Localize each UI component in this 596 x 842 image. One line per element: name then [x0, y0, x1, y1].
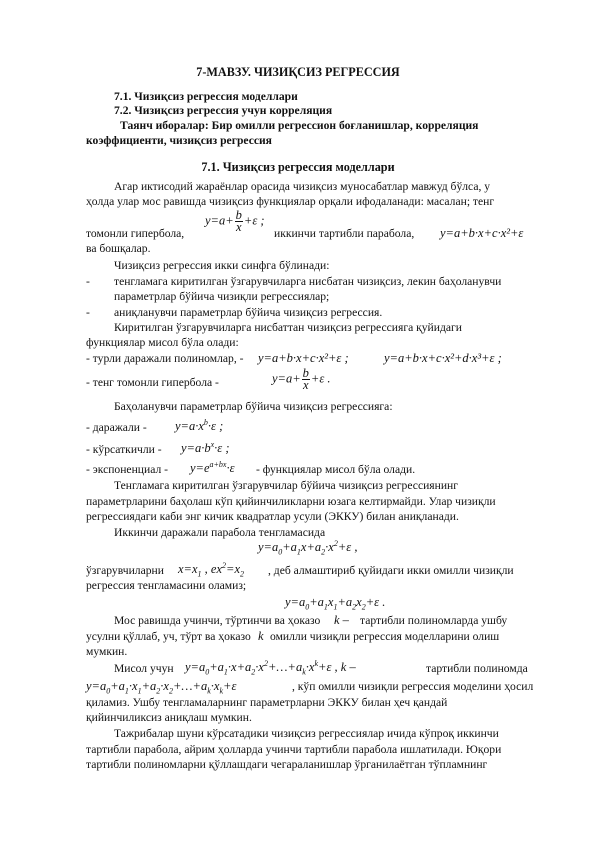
keywords-text: Таянч иборалар: Бир омилли регрессион боғланишлар, корреляция [120, 119, 479, 132]
paragraph-line: Баҳоланувчи параметрлар бўйича чизиқсиз регрессияга: [114, 400, 393, 413]
page-title: 7-МАВЗУ. ЧИЗИҚСИЗ РЕГРЕССИЯ [196, 65, 400, 79]
paragraph-line: , деб алмаштириб қуйидаги икки омилли чизиқли [268, 564, 514, 577]
paragraph-line: тартибли полиномда [426, 662, 528, 675]
formula-poly-k: $y=a_0+a_1\cdot x+a_2\cdot x^2+\dots+a_k\cdot x^k+\varepsilon$ , k – [185, 658, 356, 677]
poly-label: - турли даражали полиномлар, - [86, 352, 244, 365]
formula-parabola: y=a+b·x+c·x²+ε [440, 226, 524, 240]
formula-linear2: $y=a_0+a_1x_1+a_2x_2+\varepsilon$ . [285, 595, 386, 612]
list-dash: - [86, 275, 90, 288]
formula-substitution: $x=x_1$ , $ex^2=x_2$ [178, 560, 244, 579]
keywords-line-2: коэффициенти, чизиқсиз регрессия [86, 134, 272, 147]
power-label: - даражали - [86, 421, 147, 434]
formula-exponential: $y=a\cdot b^x\cdot\varepsilon$ ; [181, 439, 230, 455]
paragraph-line: тартибли полиномларни қўллашдаги чегараланишлар ўрганилаётган тўпламнинг [86, 758, 488, 771]
paragraph-line: иккинчи тартибли парабола, [274, 227, 415, 240]
keywords-line-1 [120, 119, 556, 133]
formula-power: $y=a\cdot x^b\cdot\varepsilon$ ; [175, 417, 224, 433]
formula-k: k [258, 629, 264, 643]
formula-poly2: y=a+b·x+c·x²+ε ; [258, 351, 349, 365]
paragraph-line: мумкин. [86, 645, 128, 658]
expo-label: - экспоненциал - [86, 463, 168, 476]
formula-parabola-eq: $y=a_0+a_1x+a_2\cdot x^2+\varepsilon$ , [258, 538, 358, 557]
outline-item-1: 7.1. Чизиқсиз регрессия моделлари [114, 90, 298, 103]
paragraph-line: регрессия тенгламасини оламиз; [86, 579, 247, 592]
formula-linear-k: $y=a_0+a_1\cdot x_1+a_2\cdot x_2+\dots+a_k\cdot x_k+\varepsilon$ [86, 679, 237, 696]
formula-hyperbola-2: y=a+ $\frac{b}{x}$ +ε . [272, 366, 331, 392]
paragraph-line: тартибли полиномларда ушбу [360, 614, 508, 627]
paragraph-line: функциялар мисол бўла олади: [86, 336, 239, 349]
list-item-1-cont: параметрлар бўйича чизиқли регрессиялар; [114, 290, 330, 303]
list-item-2: аниқланувчи параметрлар бўйича чизиқсиз регрессия. [114, 306, 383, 319]
paragraph-line: ҳолда улар мос равишда чизиқсиз функциялар орқали ифодаланади: масалан; тенг [86, 195, 495, 208]
hyper-label: - тенг томонли гипербола - [86, 376, 219, 389]
outline-item-2: 7.2. Чизиқсиз регрессия учун корреляция [114, 104, 333, 117]
paragraph-line: қийинчиликсиз аниқлаш мумкин. [86, 711, 252, 724]
list-dash: - [86, 306, 90, 319]
formula-poly3: y=a+b·x+c·x²+d·x³+ε ; [384, 351, 502, 365]
paragraph-line: Тажрибалар шуни кўрсатадики чизиқсиз регрессиялар ичида кўпроқ иккинчи [114, 727, 499, 740]
paragraph-line: Чизиқсиз регрессия икки синфга бўлинади: [114, 259, 330, 272]
formula-hyperbola: y=a+ $\frac{b}{x}$ +ε ; [205, 208, 265, 234]
paragraph-line: Иккинчи даражали парабола тенгламасида [114, 526, 326, 539]
list-item-1: тенгламага киритилган ўзгарувчиларга нисбатан чизиқсиз, лекин баҳоланувчи [114, 275, 502, 288]
paragraph-line: қиламиз. Ушбу тенгламаларнинг параметрларни ЭККУ билан ҳеч қандай [86, 696, 448, 709]
section-heading: 7.1. Чизиқсиз регрессия моделлари [201, 160, 395, 174]
formula-expo: $y=e^{a+bx}\cdot\varepsilon$ [190, 459, 235, 475]
formula-k-minus: k – [334, 613, 349, 627]
paragraph-line: ва бошқалар. [86, 242, 151, 255]
paragraph-line: ўзгарувчиларни [86, 564, 164, 577]
expo-tail: - функциялар мисол бўла олади. [256, 463, 416, 476]
paragraph-line: Мисол учун [114, 662, 174, 675]
paragraph-line: Тенгламага киритилган ўзгарувчилар бўйича чизиқсиз регрессиянинг [114, 479, 458, 492]
paragraph-line: параметрларини баҳолаш кўп қийинчиликларни юзага келтирмайди. Улар чизиқли [86, 495, 496, 508]
exp-label: - кўрсаткичли - [86, 443, 162, 456]
paragraph-line: Киритилган ўзгарувчиларга нисбаттан чизиқсиз регрессияга қуйидаги [114, 321, 462, 334]
paragraph-line: томонли гипербола, [86, 227, 185, 240]
paragraph-line: регрессиядаги каби энг кичик квадратлар усули (ЭККУ) билан аниқланади. [86, 510, 459, 523]
paragraph-line: омилли чизиқли регрессия моделларини олиш [270, 630, 500, 643]
paragraph-line: Агар иктисодий жараёнлар орасида чизиқсиз муносабатлар мавжуд бўлса, у [114, 180, 491, 193]
paragraph-line: тартибли парабола, айрим ҳолларда учинчи тартибли парабола ишлатилади. Юқори [86, 743, 502, 756]
paragraph-line: , кўп омилли чизиқли регрессия моделини ҳосил [292, 680, 534, 693]
paragraph-line: Мос равишда учинчи, тўртинчи ва ҳоказо [114, 614, 321, 627]
paragraph-line: усулни қўллаб, уч, тўрт ва ҳоказо [86, 630, 251, 643]
